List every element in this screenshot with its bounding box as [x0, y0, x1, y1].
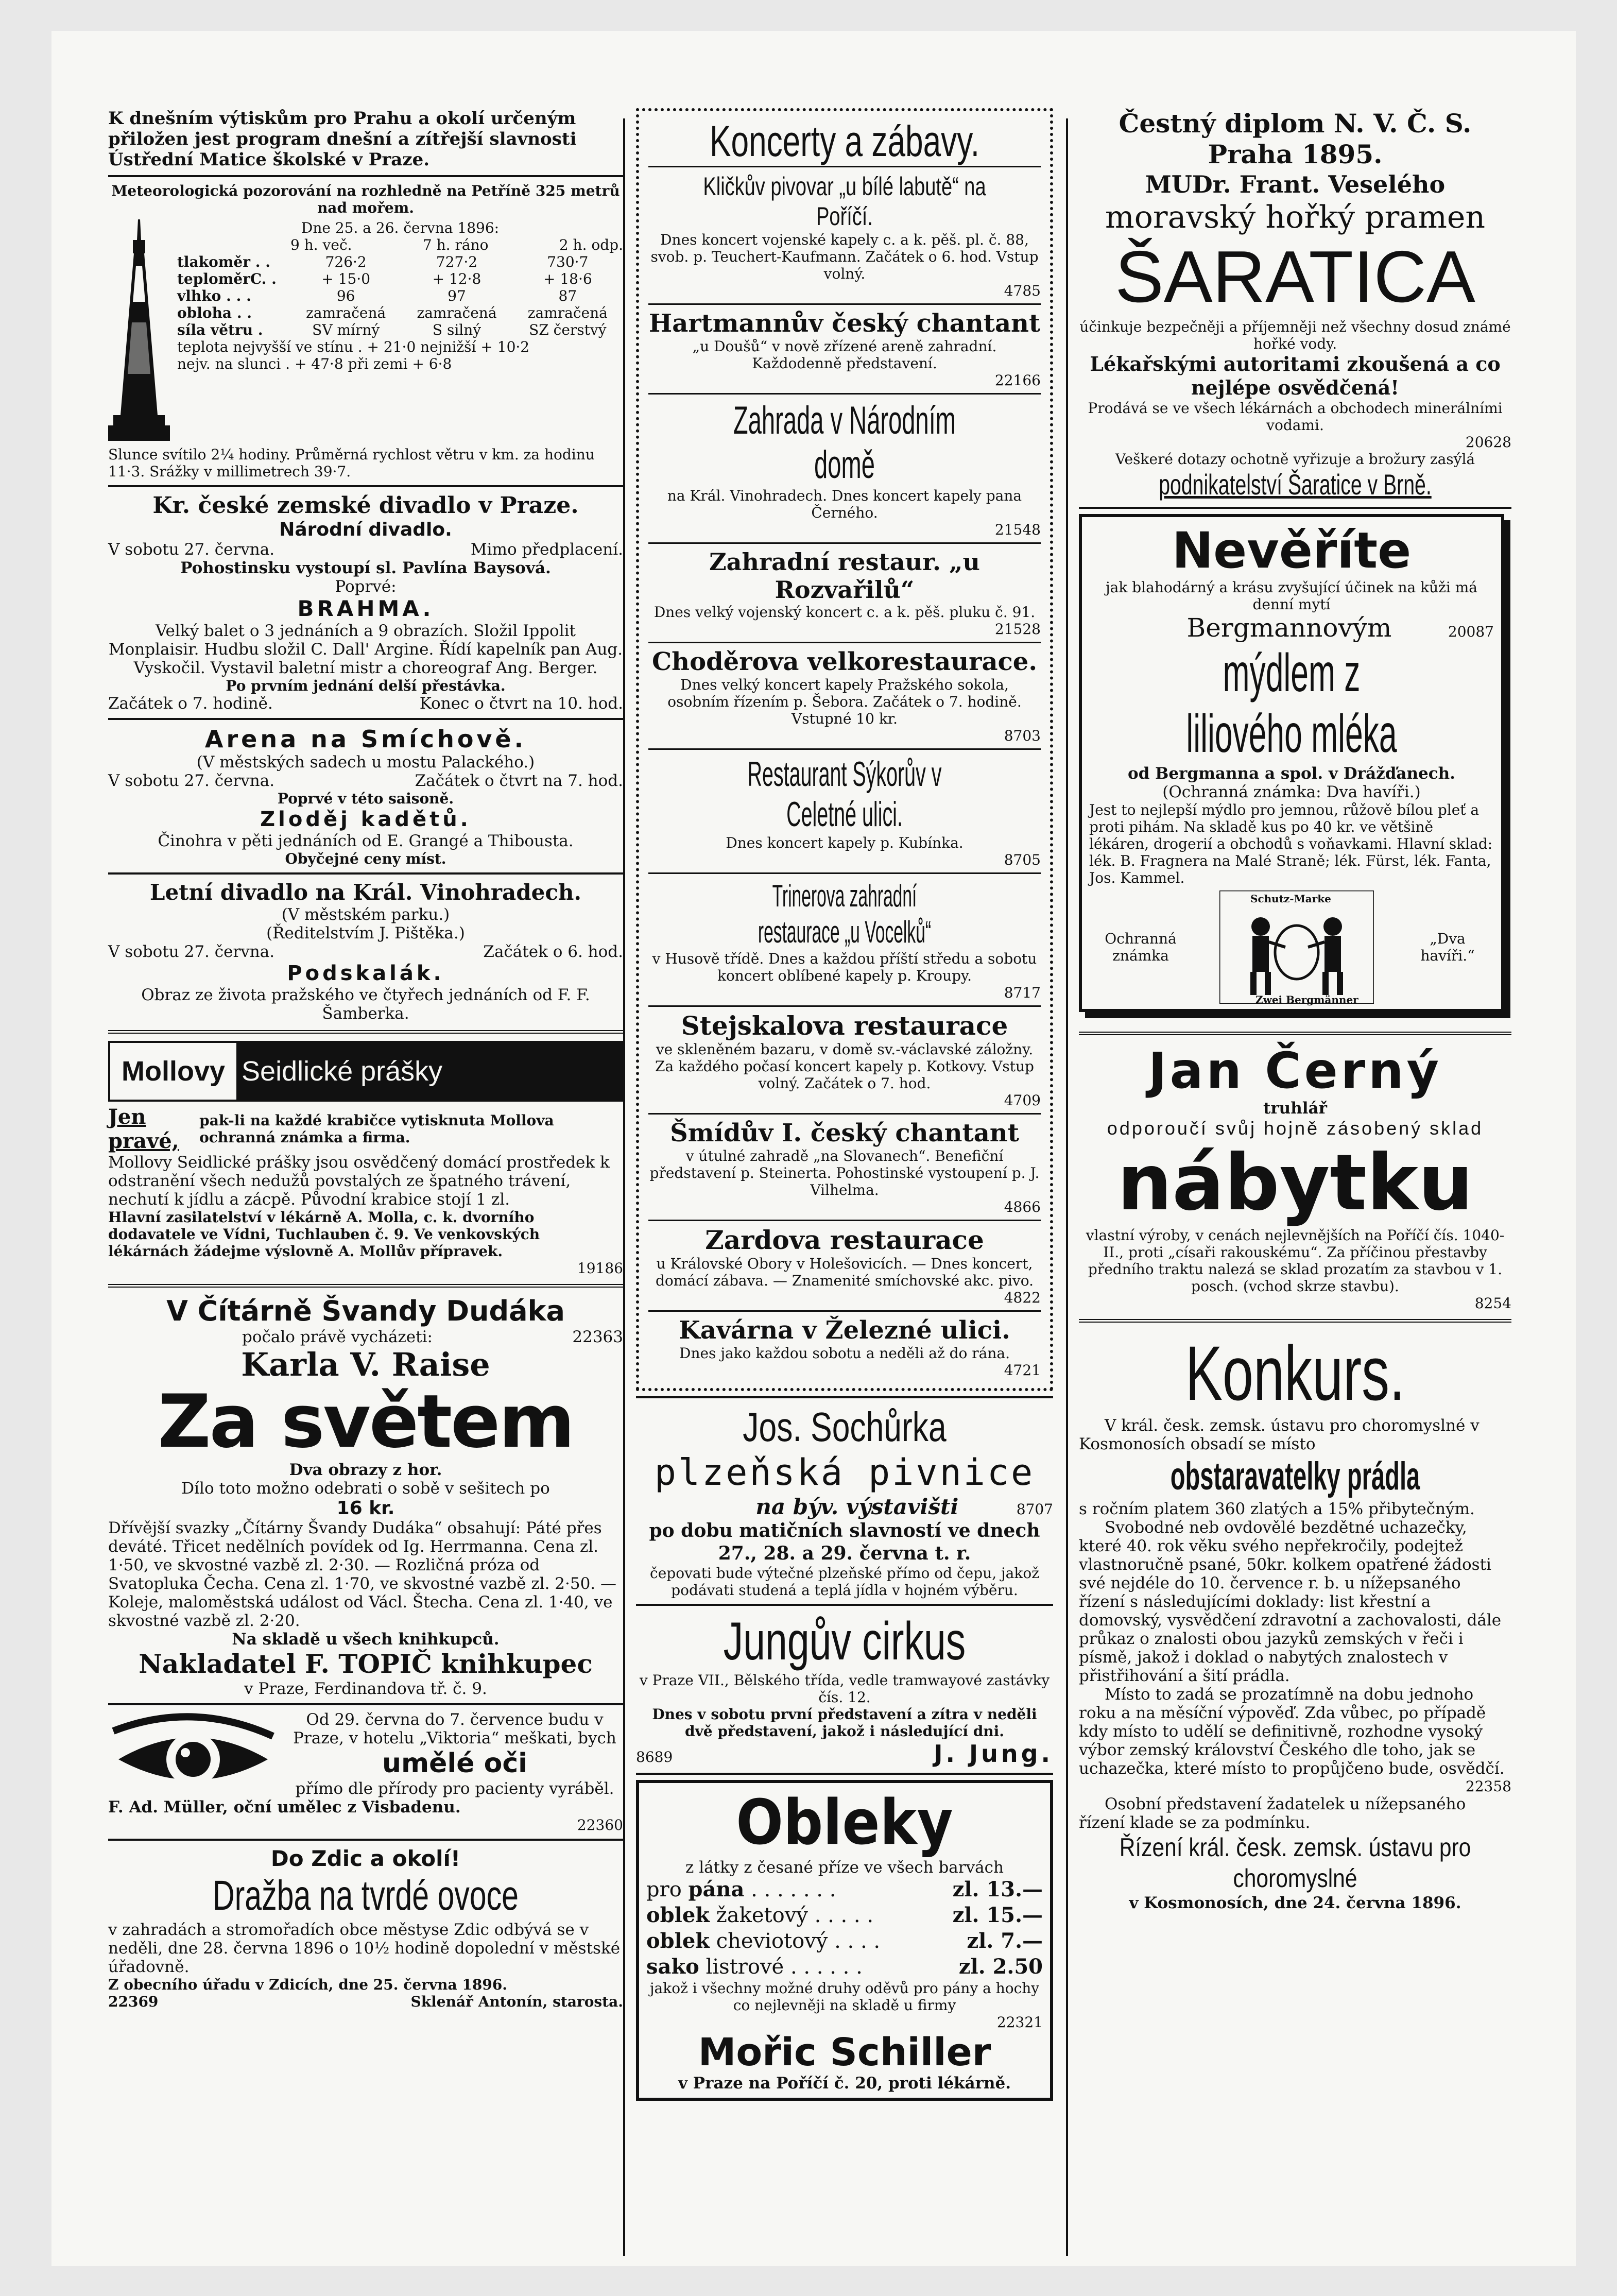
- eyes-title: umělé oči: [382, 1748, 528, 1779]
- concert-item: [648, 1005, 1041, 1113]
- column-left: [108, 108, 623, 2010]
- summer-theatre-section: [108, 880, 623, 1023]
- summer-title: Podskalák.: [287, 962, 444, 985]
- concert-title: Hartmannův český chantant: [648, 309, 1041, 338]
- concert-num: 4721: [1004, 1362, 1041, 1379]
- citarna-num: 22363: [572, 1328, 623, 1346]
- divider: [1079, 1319, 1511, 1323]
- saratica-inq: Veškeré dotazy ochotně vyřizuje a brožury zasýlá: [1115, 451, 1475, 468]
- divider: [108, 175, 623, 177]
- divider: [636, 1604, 1053, 1606]
- meteo-value: 97: [448, 287, 466, 304]
- column-right: [1079, 108, 1511, 1912]
- price-pre: sako: [646, 1955, 699, 1979]
- concert-title: Šmídův I. český chantant: [670, 1119, 1019, 1147]
- moll-brand: Mollovy: [122, 1056, 226, 1087]
- konkurs-intro: V král. česk. zemsk. ústavu pro choromyslné v Kosmonosích obsadí se místo: [1079, 1416, 1480, 1453]
- furniture-trade: truhlář: [1263, 1099, 1327, 1118]
- artificial-eyes-ad: [108, 1710, 623, 1834]
- auction-heading: Do Zdic a okolí!: [270, 1846, 461, 1871]
- theatre-date: V sobotu 27. června.: [108, 540, 275, 559]
- meteo-section: [108, 182, 623, 480]
- meteo-value: + 12·8: [432, 270, 481, 287]
- soap-desc: Jest to nejlepší mýdlo pro jemnou, růžově bílou pleť a proti pihám. Na skladě kus po 40 kr. ve většině lékáren, drogerií a obchodů s voňavkami. Hlavní sklad: lék. B. Fragnera na Malé Straně; lék. Fürst, lék. Fanta, Jos. Kammel.: [1089, 801, 1493, 886]
- circus-desc: Dnes v sobotu první představení a zítra v neděli dvě představení, jakož i následující dni.: [652, 1706, 1037, 1740]
- divider: [108, 485, 623, 487]
- concert-text: Dnes jako každou sobotu a neděli až do rána.: [679, 1345, 1010, 1362]
- saratica-kind: moravský hořký pramen: [1105, 199, 1486, 235]
- sochurka-place: na býv. výstavišti: [755, 1494, 959, 1519]
- citarna-stock: Na skladě u všech knihkupců.: [232, 1630, 500, 1649]
- concert-text: „u Doušů“ v nově zřízené areně zahradní. Každodenně představení.: [692, 338, 997, 372]
- konkurs-num: 22358: [1465, 1778, 1511, 1795]
- soap-product: mýdlem z liliového mléka: [1186, 643, 1397, 764]
- arena-first: Poprvé v této saisoně.: [277, 790, 454, 807]
- meteo-heading: Meteorologická pozorování na rozhledně na Petříně 325 metrů nad mořem.: [111, 182, 620, 216]
- arena-start: Začátek o čtvrt na 7. hod.: [415, 772, 623, 790]
- citarna-title: Za světem: [158, 1379, 574, 1464]
- concert-title: Zahradní restaur. „u Rozvařilů“: [709, 548, 980, 604]
- price-item: žaketový: [716, 1904, 808, 1927]
- concert-item: [648, 1113, 1041, 1220]
- moll-pure: Jen pravé,: [108, 1105, 179, 1153]
- divider: [636, 1773, 1053, 1775]
- concert-item: [648, 1310, 1041, 1383]
- theatre-note: Po prvním jednání delší přestávka.: [226, 677, 506, 694]
- meteo-label: vlhko . . .: [177, 287, 251, 304]
- suits-price-list: [646, 1877, 1043, 1980]
- meteo-value: SZ čerstvý: [529, 321, 607, 338]
- concert-num: 21548: [994, 521, 1041, 538]
- petrin-tower-icon: [108, 219, 170, 446]
- arena-date: V sobotu 27. června.: [108, 772, 275, 790]
- concert-text: v Husově třídě. Dnes a každou příští středu a sobotu koncert oblíbené kapely p. Kroupy.: [652, 950, 1037, 984]
- price-item: cheviotový: [716, 1929, 828, 1953]
- suits-title: Obleky: [736, 1787, 953, 1859]
- moll-product: Seidlické prášky: [236, 1043, 621, 1100]
- theatre-extra: Mimo předplacení.: [470, 540, 623, 559]
- meteo-value: zamračená: [527, 304, 608, 321]
- citarna-heading: V Čítárně Švandy Dudáka: [166, 1295, 565, 1327]
- concert-num: 21528: [994, 621, 1041, 638]
- soap-left-label: Ochranná známka: [1105, 930, 1177, 964]
- concert-num: 8717: [1004, 984, 1041, 1001]
- circus-num: 8689: [636, 1749, 673, 1766]
- theatre-desc: Velký balet o 3 jednáních a 9 obrazích. Složil Ippolit Monplaisir. Hudbu složil C. Dall' Argine. Řídí kapelník pan Aug. Vyskočil. Vystavil baletní mistr a choreograf Ang. Berger.: [108, 622, 623, 677]
- meteo-value: 730·7: [547, 253, 589, 270]
- trademark-miners-icon: [1219, 890, 1374, 1004]
- arena-section: [108, 725, 623, 867]
- sochurka-name: Jos. Sochůrka: [743, 1404, 947, 1450]
- furniture-desc: vlastní výroby, v cenách nejlevnějších na Poříčí čís. 1040-II., proti „císaři rakouskému“. Za příčinou přestavby předního traktu nalezá se sklad prozatím za stavbou v 1. posch. (vchod skrze stavbu).: [1086, 1227, 1505, 1295]
- eyes-intro: Od 29. června do 7. července budu v Praze, v hotelu „Viktoria“ meškati, bych: [293, 1710, 616, 1747]
- meteo-value: SV mírný: [312, 321, 380, 338]
- sochurka-desc: čepovati bude výtečné plzeňské přímo od čepu, jakož podávati studená a teplá jídla v hojném výběru.: [650, 1565, 1039, 1599]
- concert-item: [648, 166, 1041, 303]
- theatre-heading: Kr. české zemské divadlo v Praze.: [152, 492, 579, 519]
- moll-sell: Hlavní zasilatelství v lékárně A. Molla, c. k. dvorního dodavatele ve Vídni, Tuchlauben č. 9. Ve venkovských lékárnách žádejme výslovně A. Mollův přípravek.: [108, 1209, 540, 1260]
- concert-title: Trinerova zahradní restaurace „u Vocelků“: [758, 879, 932, 949]
- konkurs-post: obstaravatelky prádla: [1170, 1454, 1420, 1498]
- meteo-value: 726·2: [325, 253, 367, 270]
- suits-note: jakož i všechny možné druhy oděvů pro pány a hochy co nejlevněji na skladě u firmy: [649, 1980, 1040, 2014]
- concert-num: 4866: [1004, 1198, 1041, 1215]
- theatre-section: [108, 492, 623, 713]
- concert-num: 22166: [994, 372, 1041, 389]
- concert-num: 4785: [1004, 282, 1041, 299]
- meteo-value: 87: [558, 287, 577, 304]
- konkurs-ad: [1079, 1330, 1511, 1912]
- theatre-end: Konec o čtvrt na 10. hod.: [419, 694, 623, 713]
- meteo-label: obloha . .: [177, 304, 252, 321]
- citarna-parts: Dva obrazy z hor.: [289, 1461, 442, 1479]
- concert-item: [648, 303, 1041, 393]
- concert-title: Restaurant Sýkorův v Celetné ulici.: [747, 755, 942, 834]
- meteo-value: + 15·0: [321, 270, 371, 287]
- concert-title: Kličkův pivovar „u bílé labutě“ na Poříčí.: [703, 172, 986, 231]
- price-value: zl. 13.—: [952, 1877, 1043, 1901]
- concert-text: Dnes koncert kapely p. Kubínka.: [726, 834, 964, 851]
- theatre-first: Poprvé:: [335, 577, 397, 596]
- concert-num: 8705: [1004, 851, 1041, 868]
- konkurs-p3: Osobní představení žadatelek u nížepsaného řízení klade se za podmínku.: [1079, 1795, 1466, 1832]
- circus-title: Jungův cirkus: [723, 1612, 966, 1671]
- arena-desc: Činohra v pěti jednáních od E. Grangé a Thibousta.: [158, 832, 574, 850]
- saratica-ad: [1079, 108, 1511, 502]
- divider: [636, 1396, 1053, 1398]
- theatre-title: BRAHMA.: [297, 596, 434, 621]
- divider: [108, 1030, 623, 1034]
- summer-sub: (V městském parku.): [281, 905, 450, 924]
- meteo-label: teploměrC. .: [177, 270, 277, 287]
- konkurs-date: v Kosmonosích, dne 24. června 1896.: [1129, 1894, 1461, 1912]
- price-row: pro pána . . . . . . . zl. 13.—: [646, 1877, 1043, 1901]
- eyes-num: 22360: [577, 1817, 623, 1834]
- auction-sign: Sklenář Antonín, starosta.: [410, 1993, 623, 2010]
- meteo-col: 7 h. ráno: [422, 236, 489, 253]
- price-pre: oblek: [646, 1929, 710, 1953]
- concert-text: Dnes velký koncert kapely Pražského sokola, osobním řízením p. Šebora. Začátek o 7. hodině. Vstupné 10 kr.: [667, 676, 1022, 727]
- concert-text: Dnes velký vojenský koncert c. a k. pěš. pluku č. 91.: [653, 604, 1036, 621]
- suits-addr: v Praze na Poříčí č. 20, proti lékárně.: [678, 2074, 1011, 2093]
- soap-brand: Bergmannovým: [1186, 613, 1392, 643]
- column-rule-right: [1066, 118, 1068, 2256]
- theatre-guest: Pohostinsku vystoupí sl. Pavlína Baysová.: [180, 559, 551, 577]
- furniture-sub: odporoučí svůj hojně zásobený sklad: [1107, 1118, 1484, 1139]
- soap-right-label: „Dva havíři.“: [1420, 930, 1475, 964]
- konkurs-salary: s ročním platem 360 zlatých a 15% přibytečným.: [1079, 1500, 1475, 1518]
- concert-title: Kavárna v Železné ulici.: [679, 1316, 1010, 1345]
- meteo-date: Dne 25. a 26. června 1896:: [301, 219, 500, 236]
- concert-num: 4822: [1004, 1289, 1041, 1306]
- sochurka-num: 8707: [1016, 1501, 1053, 1518]
- suits-num: 22321: [996, 2014, 1043, 2031]
- concert-text: na Král. Vinohradech. Dnes koncert kapely pana Černého.: [667, 487, 1022, 521]
- moll-ad: [108, 1041, 623, 1277]
- meteo-value: zamračená: [306, 304, 386, 321]
- saratica-doctor: MUDr. Frant. Veselého: [1145, 170, 1446, 198]
- concert-num: 4709: [1004, 1092, 1041, 1109]
- meteo-value: zamračená: [417, 304, 497, 321]
- suits-firm: Mořic Schiller: [698, 2030, 991, 2075]
- price-pre: pro: [646, 1878, 682, 1901]
- furniture-title: nábytku: [1117, 1138, 1473, 1228]
- summer-desc: Obraz ze života pražského ve čtyřech jednáních od F. F. Šamberka.: [141, 986, 590, 1023]
- sochurka-dates: po dobu matičních slavností ve dnech 27., 28. a 29. června t. r.: [649, 1520, 1040, 1564]
- concerts-box: [636, 108, 1053, 1391]
- divider: [108, 1839, 623, 1841]
- divider: [108, 1703, 623, 1705]
- concert-item: [648, 542, 1041, 642]
- concert-title: Stejskalova restaurace: [681, 1010, 1008, 1041]
- konkurs-p2: Místo to zadá se prozatímně na dobu jednoho roku a na měsíční výpověď. Zda vůbec, po případě kdy místo to udělí se definitivně, rozhodne vysoký výbor zemský království Českého dle toho, jak se uchazečka, které místo to propůjčeno bude, osvědčí.: [1079, 1685, 1505, 1778]
- price-pre: oblek: [646, 1903, 710, 1927]
- furniture-ad: [1079, 1042, 1511, 1312]
- concert-title: Zahrada v Národním domě: [733, 399, 956, 487]
- concert-item: [648, 872, 1041, 1005]
- citarna-order: Dílo toto možno odebrati o sobě v sešitech po: [181, 1479, 550, 1498]
- price-row: oblek cheviotový . . . . zl. 7.—: [646, 1929, 1043, 1953]
- saratica-name: ŠARATICA: [1115, 236, 1475, 318]
- meteo-line: Slunce svítilo 2¼ hodiny. Průměrná rychlost větru v km. za hodinu 11·3. Srážky v millimetrech 39·7.: [108, 446, 595, 480]
- konkurs-office: Řízení král. česk. zemsk. ústavu pro choromyslné: [1119, 1833, 1471, 1893]
- meteo-col-heads: [177, 236, 623, 253]
- arena-heading: Arena na Smíchově.: [204, 725, 527, 753]
- meteo-col: 2 h. odp.: [559, 236, 623, 253]
- soap-ad: [1079, 514, 1504, 1012]
- auction-num: 22369: [108, 1993, 159, 2010]
- concerts-heading: Koncerty a zábavy.: [709, 117, 980, 165]
- circus-addr: v Praze VII., Bělského třída, vedle tramwayové zastávky čís. 12.: [639, 1672, 1050, 1706]
- miners-icon: [1219, 890, 1374, 1004]
- saratica-desc: účinkuje bezpečněji a příjemněji než všechny dosud známé hořké vody.: [1079, 318, 1511, 352]
- moll-desc: Mollovy Seidlické prášky jsou osvědčený domácí prostředek k odstranění všech nedužů povstalých ze špatného trávení, nechutí k jídlu a zácpě. Původní krabice stojí 1 zl.: [108, 1153, 610, 1209]
- meteo-label: síla větru .: [177, 321, 263, 338]
- arena-title: Zloděj kadětů.: [260, 808, 471, 831]
- concert-item: [648, 748, 1041, 872]
- meteo-value: 727·2: [436, 253, 478, 270]
- concert-text: u Královské Obory v Holešovicích. — Dnes koncert, domácí zábava. — Znamenité smíchovské akc. pivo.: [655, 1255, 1034, 1289]
- divider: [1079, 1032, 1511, 1035]
- citarna-publisher: Nakladatel F. TOPIČ knihkupec: [139, 1649, 593, 1679]
- newspaper-page: [51, 31, 1576, 2266]
- theatre-start: Začátek o 7. hodině.: [108, 694, 273, 713]
- circus-ad: [636, 1611, 1053, 1768]
- concert-text: ve skleněném bazaru, v domě sv.-václavské záložny. Za každého počasí koncert kapely p. Kotkovy. Vstup volný. Začátek o 7. hod.: [655, 1041, 1034, 1092]
- suits-ad: [636, 1780, 1053, 2101]
- concert-item: [648, 642, 1041, 748]
- divider: [108, 872, 623, 875]
- concert-text: v útulné zahradě „na Slovanech“. Benefiční představení p. Steinerta. Pohostinské vystoupení p. J. Vilhelma.: [649, 1147, 1040, 1198]
- soap-maker: od Bergmanna a spol. v Drážďanech.: [1128, 764, 1455, 783]
- citarna-addr: v Praze, Ferdinandova tř. č. 9.: [244, 1680, 487, 1698]
- price-row: sako listrové . . . . . . zl. 2.50: [646, 1955, 1043, 1979]
- meteo-col: 9 h. več.: [290, 236, 352, 253]
- price-value: zl. 2.50: [958, 1955, 1043, 1979]
- meteo-line: nejv. na slunci . + 47·8 při zemi + 6·8: [177, 355, 452, 372]
- soap-mark: (Ochranná známka: Dva havíři.): [1162, 783, 1421, 801]
- meteo-label: tlakoměr . .: [177, 253, 270, 270]
- soap-num: 20087: [1448, 623, 1494, 640]
- saratica-num: 20628: [1465, 434, 1511, 451]
- price-row: oblek žaketový . . . . . zl. 15.—: [646, 1903, 1043, 1927]
- column-middle: [636, 108, 1053, 2101]
- eyes-maker: F. Ad. Müller, oční umělec z Visbadenu.: [108, 1798, 461, 1817]
- eyes-desc: přímo dle přírody pro pacienty vyráběl.: [295, 1779, 614, 1798]
- moll-num: 19186: [577, 1260, 623, 1277]
- meteo-value: 96: [336, 287, 355, 304]
- theatre-subheading: Národní divadlo.: [279, 519, 452, 540]
- stamp-text: Schutz-Marke: [1250, 893, 1331, 905]
- citarna-sub: počalo právě vycházeti:: [242, 1328, 433, 1346]
- konkurs-title: Konkurs.: [1185, 1330, 1405, 1416]
- sochurka-ad: [636, 1403, 1053, 1599]
- saratica-diploma: Čestný diplom N. V. Č. S. Praha 1895.: [1119, 108, 1472, 169]
- saratica-rec: Lékařskými autoritami zkoušená a co nejlépe osvědčená!: [1090, 352, 1501, 399]
- soap-title: Nevěříte: [1172, 522, 1412, 579]
- soap-intro: jak blahodárný a krásu zvyšující účinek na kůži má denní mytí: [1106, 579, 1477, 613]
- arena-sub: (V městských sadech u mostu Palackého.): [196, 753, 535, 772]
- sochurka-title: plzeňská pivnice: [654, 1451, 1035, 1494]
- concert-item: [648, 393, 1041, 542]
- price-item: listrové: [706, 1955, 784, 1979]
- concert-title: Choděrova velkorestaurace.: [651, 647, 1038, 676]
- meteo-value: S silný: [432, 321, 481, 338]
- auction-desc: v zahradách a stromořadích obce městyse Zdic odbývá se v neděli, dne 28. června 1896 o 10½ hodině dopolední v městské úřadovně.: [108, 1921, 621, 1976]
- price-value: zl. 7.—: [967, 1929, 1043, 1953]
- meteo-row: [177, 253, 623, 338]
- circus-sign: J. Jung.: [934, 1740, 1053, 1768]
- furniture-name: Jan Černý: [1148, 1042, 1442, 1100]
- divider: [1079, 507, 1511, 509]
- summer-start: Začátek o 6. hod.: [483, 943, 623, 961]
- arena-prices: Obyčejné ceny míst.: [285, 850, 446, 867]
- column-rule-left: [623, 118, 625, 2256]
- summer-dir: (Ředitelstvím J. Pištěka.): [266, 924, 465, 943]
- citarna-ad: [108, 1295, 623, 1698]
- summer-date: V sobotu 27. června.: [108, 943, 275, 961]
- citarna-author: Karla V. Raise: [241, 1346, 490, 1383]
- price-value: zl. 15.—: [952, 1903, 1043, 1927]
- price-item: pána: [688, 1877, 745, 1901]
- konkurs-p1: Svobodné neb ovdovělé bezdětné uchazečky, které 40. rok věku svého nepřekročily, podejtež vlastnoručně psané, 50kr. kolkem opatřené žádosti své nejdéle do 10. července r. b. u nížepsaného řízení s následujícími doklady: list křestní a domovský, vysvědčení zdravotní a zachovalosti, dále průkaz o znalosti obou jazyků zemských v řeči i písmě, jakož i doklad o nabytých znalostech v přistřihování a šití prádla.: [1079, 1518, 1502, 1685]
- citarna-price: 16 kr.: [336, 1498, 395, 1519]
- meteo-line: teplota nejvyšší ve stínu . + 21·0 nejnižší + 10·2: [177, 338, 530, 355]
- eye-icon: [108, 1710, 278, 1798]
- divider: [108, 1284, 623, 1288]
- citarna-desc: Dřívější svazky „Čítárny Švandy Dudáka“ obsahují: Páté přes deváté. Třicet nedělních povídek od Ig. Herrmanna. Cena zl. 1·50, ve skvostné vazbě zl. 2·30. — Rozličná próza od Svatopluka Čecha. Cena zl. 1·70, ve skvostné vazbě zl. 2·50. — Koleje, maloměstská událost od Václ. Štecha. Cena zl. 1·40, ve skvostné vazbě zl. 2·20.: [108, 1519, 617, 1630]
- concert-item: [648, 1220, 1041, 1310]
- furniture-num: 8254: [1474, 1295, 1511, 1312]
- auction-title: Dražba na tvrdé ovoce: [212, 1872, 519, 1919]
- divider: [108, 718, 623, 720]
- saratica-sold: Prodává se ve všech lékárnách a obchodech minerálními vodami.: [1088, 400, 1503, 434]
- summer-heading: Letní divadlo na Král. Vinohradech.: [149, 880, 582, 905]
- meteo-value: + 18·6: [543, 270, 592, 287]
- saratica-firm: podnikatelství Šaratice v Brně.: [1159, 468, 1432, 501]
- auction-ad: [108, 1846, 623, 2010]
- moll-pure-note: pak-li na každé krabičce vytisknuta Mollova ochranná známka a firma.: [199, 1112, 554, 1146]
- program-notice: K dnešním výtiskům pro Prahu a okolí určeným přiložen jest program dnešní a zítřejší slavnosti Ústřední Matice školské v Praze.: [108, 108, 577, 170]
- concert-text: Dnes koncert vojenské kapely c. a k. pěš. pl. č. 88, svob. p. Teuchert-Kaufmann. Začátek o 6. hod. Vstup volný.: [650, 231, 1039, 282]
- suits-intro: z látky z česané příze ve všech barvách: [685, 1858, 1004, 1877]
- stamp-text-bottom: Zwei Bergmänner: [1255, 993, 1358, 1006]
- concert-title: Zardova restaurace: [705, 1225, 984, 1255]
- auction-office: Z obecního úřadu v Zdicích, dne 25. června 1896.: [108, 1976, 508, 1993]
- concert-num: 8703: [1004, 727, 1041, 744]
